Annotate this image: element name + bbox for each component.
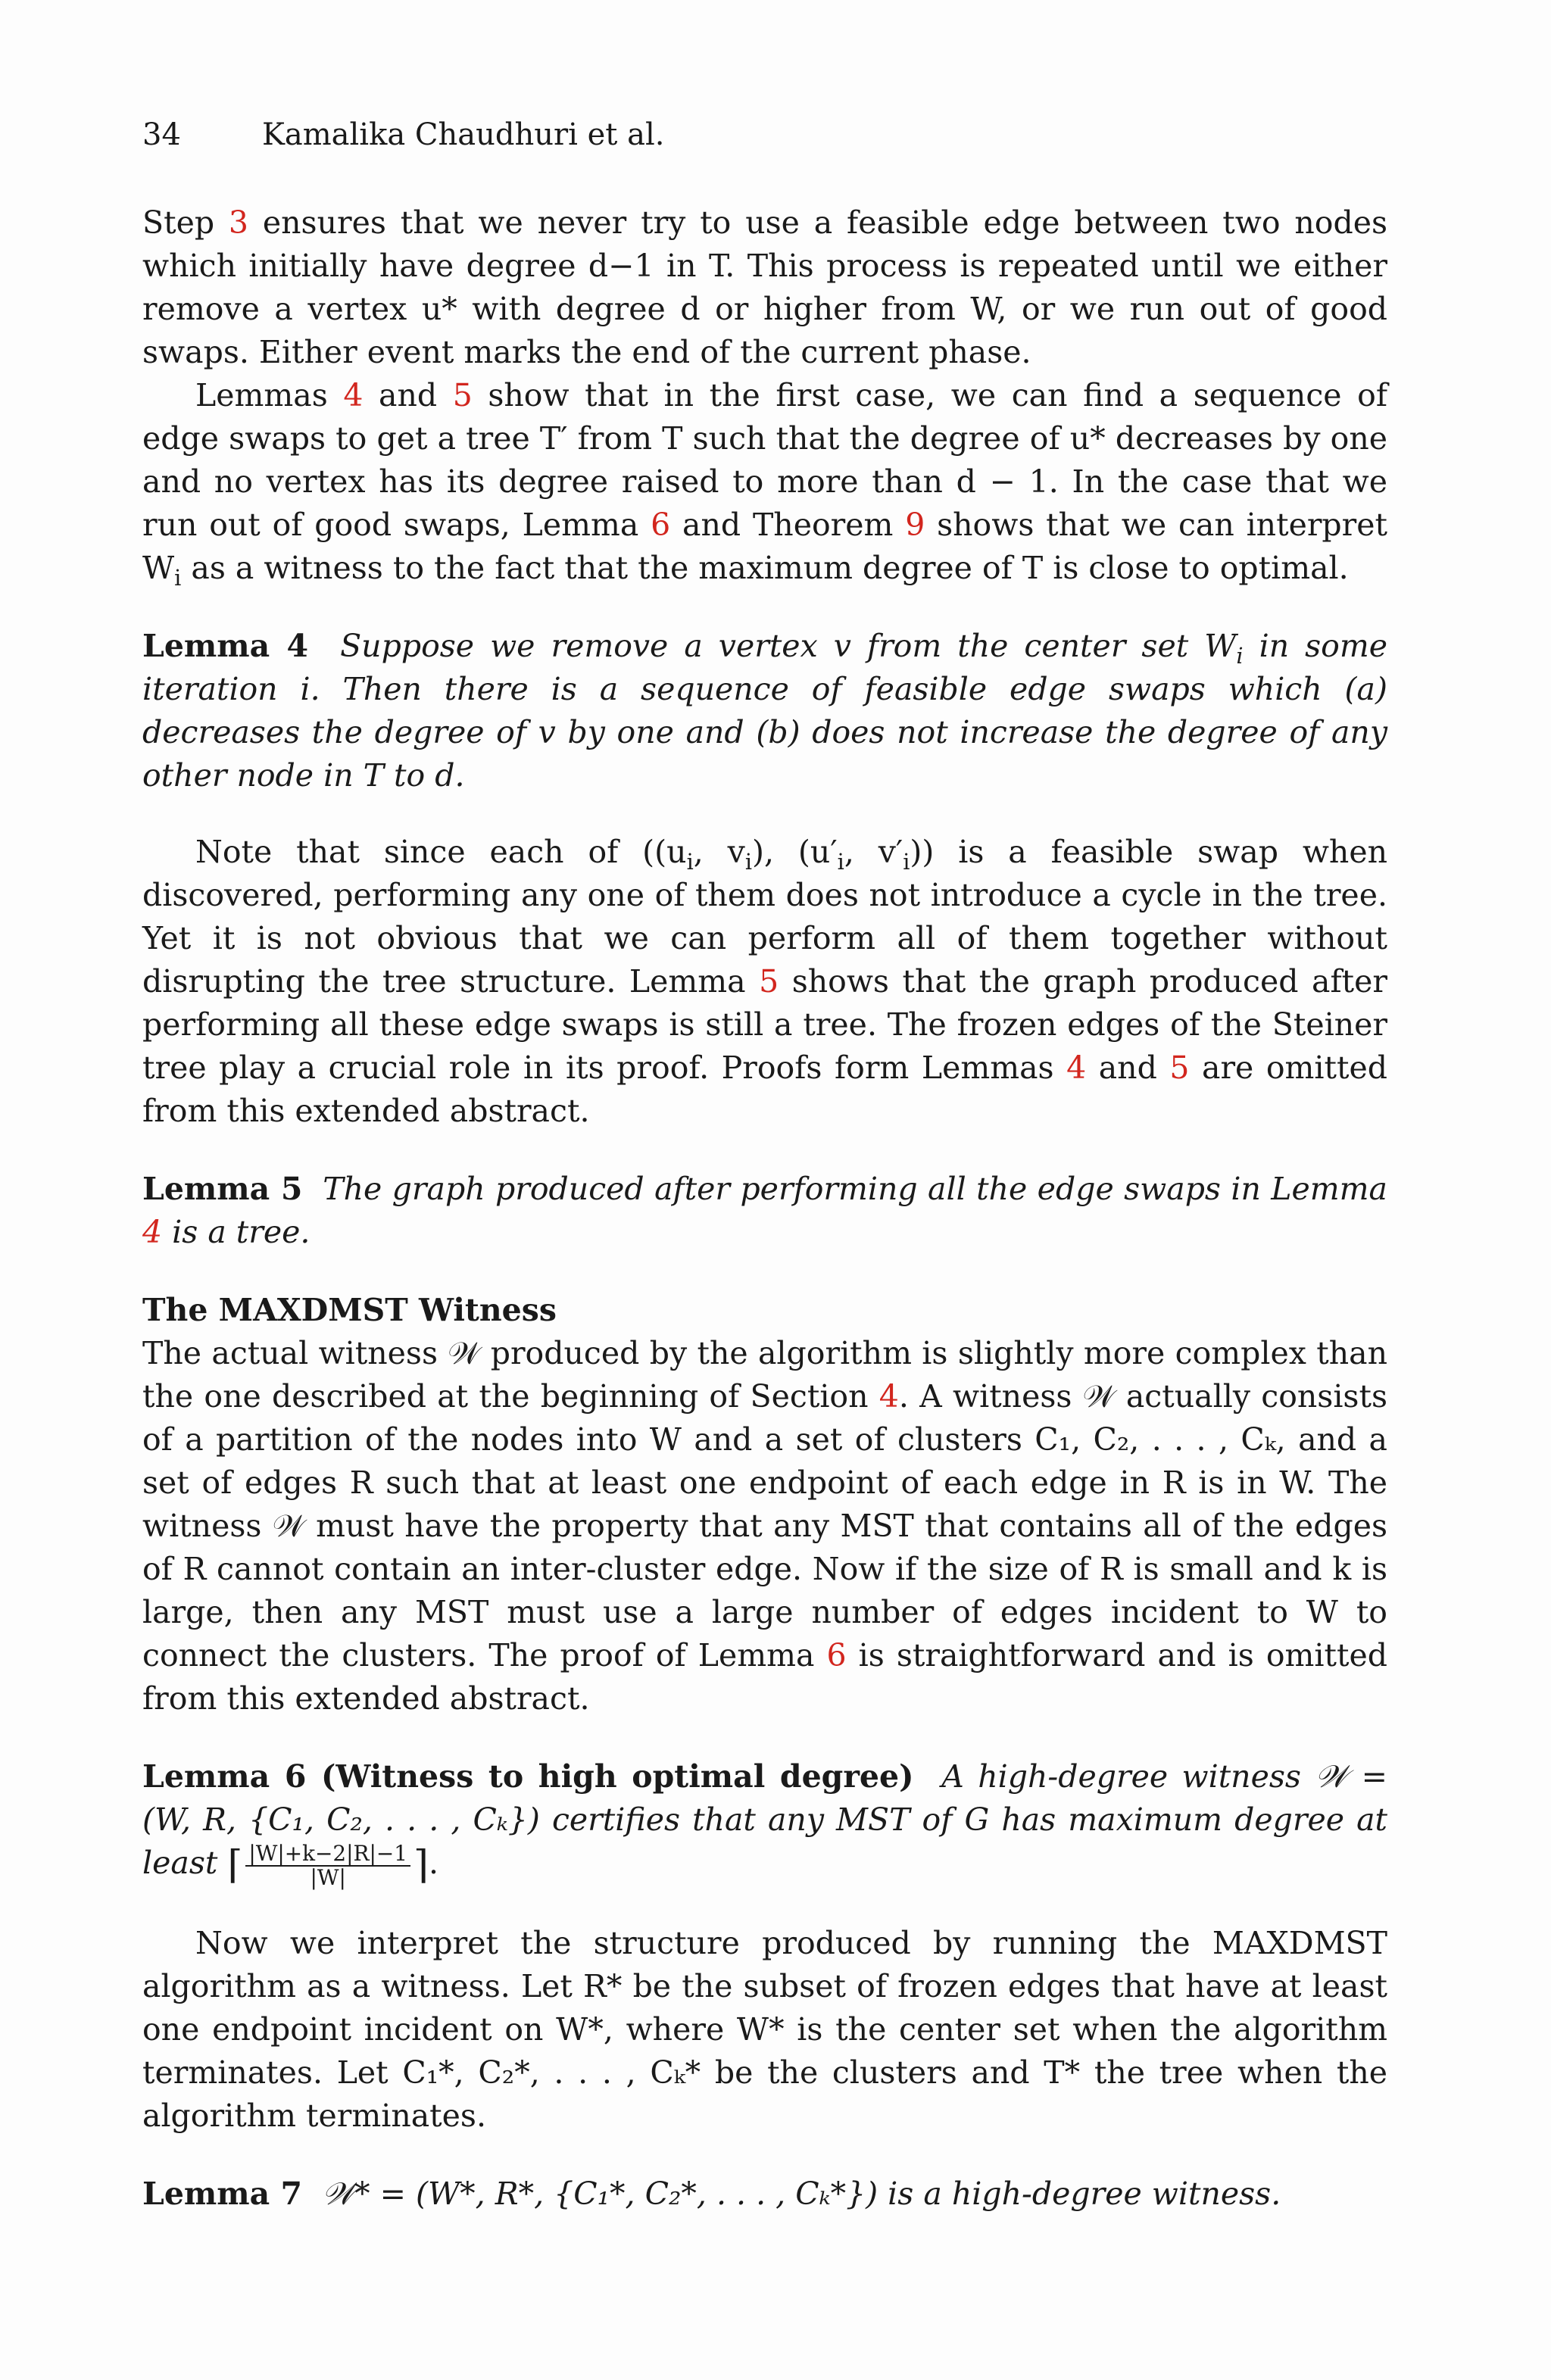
lemma-4: Lemma 4 Suppose we remove a vertex v from the center set $W_i$ in some iteration i. Then there is a sequence of feasible edge swaps which (a) decreases the degree of v by one and (b) does not increase the degree of any other node in T to d. (142, 628, 1387, 794)
lemma-4-label: Lemma 4 (142, 628, 309, 664)
section-heading: The MAXDMST Witness (142, 1292, 557, 1328)
degree-bound-fraction (245, 1842, 410, 1889)
paragraph-lemmas-4-5: Lemmas 4 and 5 show that in the first case, we can find a sequence of edge swaps to get a tree T′ from T such that the degree of u* decreases by one and no vertex has its degree raised to more than d − 1. In the case that we run out of good swaps, Lemma 6 and Theorem 9 shows that we can interpret $W_i$ as a witness to the fact that the maximum degree of T is close to optimal. (142, 377, 1388, 591)
ref-lemma-5[interactable]: 5 (1169, 1050, 1190, 1086)
paragraph-feasible-swaps: Note that since each of (($u_i$, $v_i$), ($u'_i$, $v'_i$)) is a feasible swap when discovered, performing any one of them does not introduce a cycle in the tree. Yet it is not obvious that we can perform all of them together without disrupting the tree structure. Lemma 5 shows that the graph produced after performing all these edge swaps is still a tree. The frozen edges of the Steiner tree play a crucial role in its proof. Proofs form Lemmas 4 and 5 are omitted from this extended abstract. (142, 834, 1387, 1129)
paragraph-witness: The actual witness 𝒲 produced by the algorithm is slightly more complex than the one described at the beginning of Section 4. A witness 𝒲 actually consists of a partition of the nodes into W and a set of clusters C₁, C₂, . . . , Cₖ, and a set of edges R such that at least one endpoint of each edge in R is in W. The witness 𝒲 must have the property that any MST that contains all of the edges of R cannot contain an inter-cluster edge. Now if the size of R is small and k is large, then any MST must use a large number of edges incident to W to connect the clusters. The proof of Lemma 6 is straightforward and is omitted from this extended abstract. (142, 1335, 1388, 1717)
ref-lemma-4[interactable]: 4 (1066, 1050, 1087, 1086)
fraction-numerator: |W|+k−2|R|−1 (245, 1842, 410, 1866)
lemma-6-label: Lemma 6 (Witness to high optimal degree) (142, 1758, 914, 1795)
ref-lemma-6[interactable]: 6 (826, 1637, 847, 1673)
ref-lemma-4[interactable]: 4 (343, 377, 364, 413)
lemma-6: Lemma 6 (Witness to high optimal degree) A high-degree witness 𝒲 = (W, R, {C₁, C₂, . . . , Cₖ}) certifies that any MST of G has maximum degree at least ⌈ $\frac{|W|+k-2|R|-1}{|W|}$ ⌉. (142, 1758, 1387, 1890)
lemma-7: Lemma 7 𝒲* = (W*, R*, {C₁*, C₂*, . . . , Cₖ*}) is a high-degree witness. (142, 2175, 1281, 2212)
page-number: 34 (142, 117, 181, 152)
ref-section-4[interactable]: 4 (878, 1378, 899, 1415)
ref-lemma-5[interactable]: 5 (759, 963, 779, 1000)
ref-lemma-5[interactable]: 5 (452, 377, 473, 413)
main-text (142, 201, 1387, 2216)
paragraph-interpret-structure: Now we interpret the structure produced by running the MAXDMST algorithm as a witness. Let R* be the subset of frozen edges that have at least one endpoint incident on W*, where W* is the center set when the algorithm terminates. Let C₁*, C₂*, . . . , Cₖ* be the clusters and T* the tree when the algorithm terminates. (142, 1924, 1387, 2134)
fraction-denominator: |W| (310, 1864, 346, 1890)
lemma-5: Lemma 5 The graph produced after performing all the edge swaps in Lemma 4 is a tree. (142, 1171, 1387, 1250)
running-header (142, 114, 664, 156)
running-author-line: Kamalika Chaudhuri et al. (262, 117, 665, 152)
lemma-5-label: Lemma 5 (142, 1171, 303, 1207)
lemma-7-label: Lemma 7 (142, 2175, 303, 2212)
paragraph-step-3: Step 3 ensures that we never try to use a feasible edge between two nodes which initially have degree d−1 in T. This process is repeated until we either remove a vertex u* with degree d or higher from W, or we run out of good swaps. Either event marks the end of the current phase. (142, 204, 1387, 370)
ref-step-3[interactable]: 3 (228, 204, 249, 241)
ref-theorem-9[interactable]: 9 (905, 507, 925, 543)
ref-lemma-6[interactable]: 6 (651, 507, 671, 543)
ref-lemma-4[interactable]: 4 (142, 1214, 163, 1250)
